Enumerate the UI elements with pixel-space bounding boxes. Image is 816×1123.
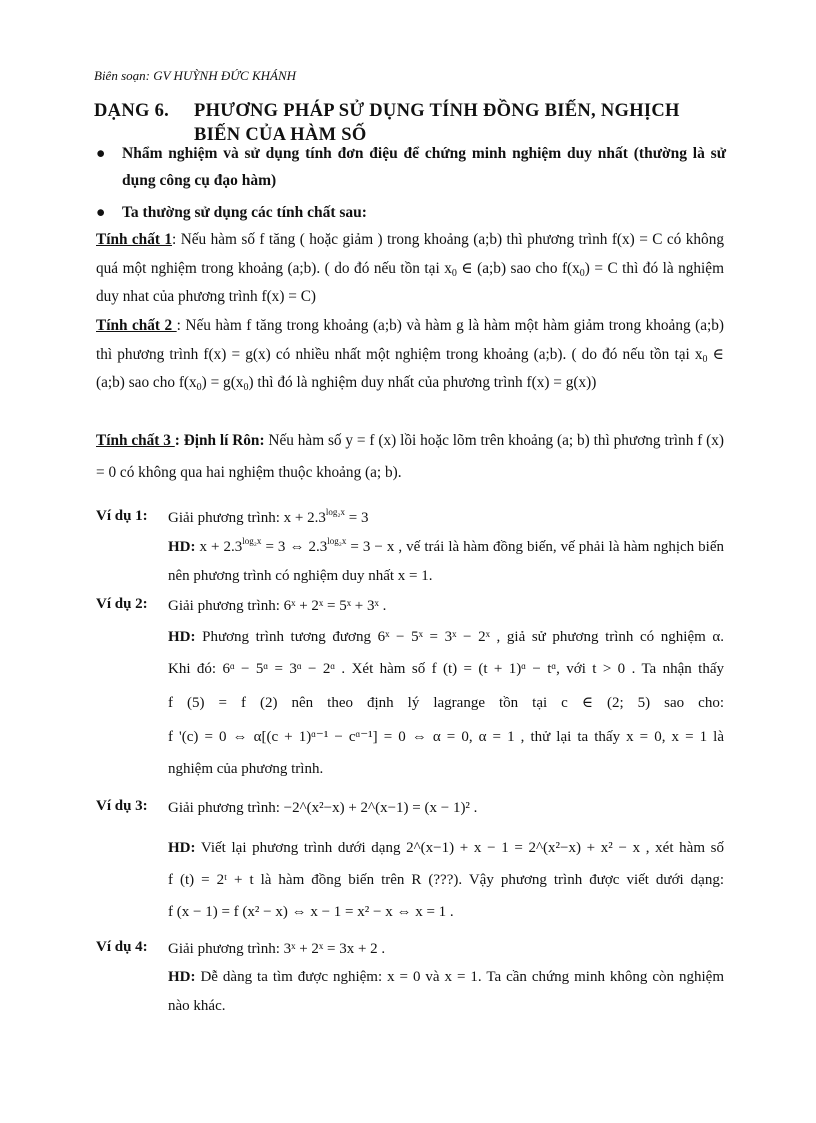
property-3-label: Tính chất 3 — [96, 432, 175, 449]
author-line: Biên soạn: GV HUỲNH ĐỨC KHÁNH — [94, 68, 297, 83]
bullet-text: Ta thường sử dụng các tính chất sau: — [122, 204, 367, 221]
example-2-label: Ví dụ 2: — [96, 596, 148, 612]
example-3-problem: Giải phương trình: −2^(x²−x) + 2^(x−1) = (x − 1)² . — [168, 800, 478, 816]
example-2-hint: HD: Phương trình tương đương 6ˣ − 5ˣ = 3ˣ − 2ˣ , giả sử phương trình có nghiệm α. Khi đó: 6ᵅ − 5ᵅ = 3ᵅ − 2ᵅ . Xét hàm số f (t) = (t + 1)ᵅ − tᵅ, với t > 0 . Ta nhận thấy f (5) = f (2) nên theo định lý lagrange tồn tại c ∈ (2; 5) sao cho: f '(c) = 0 ⇔ α[(c + 1)ᵅ⁻¹ − cᵅ⁻¹] = 0 ⇔ α = 0, α = 1 , thử lại ta thấy x = 0, x = 1 là nghiệm của phương trình. — [168, 629, 724, 777]
bullet-text: Nhẩm nghiệm và sử dụng tính đơn điệu để chứng minh nghiệm duy nhất (thường là sử dụng công cụ đạo hàm) — [122, 145, 726, 189]
bullet-item — [96, 199, 726, 226]
example-1-hint: HD: $x + 2.3^{log_2x} = 3$ ⇔ $2.3^{log_2x} = 3 - x$ , vế trái là hàm đồng biến, vế phải là hàm nghịch biến nên phương trình có nghiệm duy nhất x = 1. — [168, 536, 725, 584]
example-4-label: Ví dụ 4: — [96, 939, 148, 955]
example-2-problem: Giải phương trình: 6ˣ + 2ˣ = 5ˣ + 3ˣ . — [168, 598, 387, 614]
example-4-hint: HD: Dễ dàng ta tìm được nghiệm: x = 0 và x = 1. Ta cần chứng minh không còn nghiệm nào khác. — [168, 969, 724, 1014]
hint-label: HD: — [168, 840, 196, 856]
heading-title-line2: BIẾN CỦA HÀM SỐ — [194, 125, 367, 145]
example-1-label: Ví dụ 1: — [96, 508, 148, 524]
example-4-problem: Giải phương trình: 3ˣ + 2ˣ = 3x + 2 . — [168, 941, 386, 957]
hint-label: HD: — [168, 539, 196, 555]
heading-title-line1: PHƯƠNG PHÁP SỬ DỤNG TÍNH ĐỒNG BIẾN, NGHỊCH — [194, 101, 680, 121]
example-1-problem: Giải phương trình: $x + 2.3^{log_2x} = 3$ — [168, 507, 369, 526]
hint-label: HD: — [168, 629, 196, 645]
bullet-dot: ● — [96, 204, 106, 221]
property-2-label: Tính chất 2 — [96, 317, 177, 334]
bullet-dot: ● — [96, 145, 106, 162]
bullet-item — [96, 140, 726, 194]
property-1-label: Tính chất 1 — [96, 231, 173, 248]
example-3-label: Ví dụ 3: — [96, 798, 148, 814]
property-2: Tính chất 2 : Nếu hàm f tăng trong khoảng (a;b) và hàm g là hàm một hàm giảm trong khoảng (a;b) thì phương trình f(x) = g(x) có nhiều nhất một nghiệm trong khoảng (a;b). ( do đó nếu tồn tại $x_0$ ∈ (a;b) sao cho $f(x_0) = g(x_0)$ thì đó là nghiệm duy nhất của phương trình f(x) = g(x)) — [96, 317, 724, 393]
property-3: Tính chất 3 : Định lí Rôn: Nếu hàm số y = f (x) lồi hoặc lõm trên khoảng (a; b) thì phương trình f (x) = 0 có không qua hai nghiệm thuộc khoảng (a; b). — [96, 432, 724, 481]
property-1: Tính chất 1: Nếu hàm số f tăng ( hoặc giảm ) trong khoảng (a;b) thì phương trình f(x) = C có không quá một nghiệm trong khoảng (a;b). ( do đó nếu tồn tại $x_0$ ∈ (a;b) sao cho $f(x_0) = C$ thì đó là nghiệm duy nhat của phương trình f(x) = C) — [96, 231, 724, 305]
hint-label: HD: — [168, 969, 196, 985]
example-3-hint: HD: Viết lại phương trình dưới dạng 2^(x−1) + x − 1 = 2^(x²−x) + x² − x , xét hàm số f (t) = 2ᵗ + t là hàm đồng biến trên R (???). Vậy phương trình được viết dưới dạng: f (x − 1) = f (x² − x) ⇔ x − 1 = x² − x ⇔ x = 1 . — [168, 840, 724, 920]
heading-label: DẠNG 6. — [94, 101, 170, 121]
